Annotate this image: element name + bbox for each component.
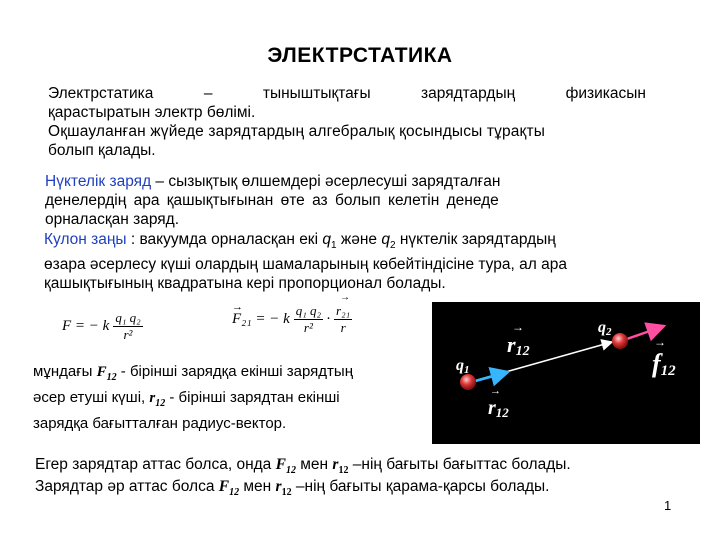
coulomb-diagram bbox=[432, 302, 700, 444]
formula2-fraction-2 bbox=[334, 292, 352, 336]
label-r12-arrow-icon: → bbox=[512, 320, 524, 334]
formula2-den2: r bbox=[340, 320, 346, 335]
formula2-num1: q₁ q₂ bbox=[295, 303, 322, 318]
formula2-fraction-1 bbox=[294, 303, 323, 336]
label-f12-sub: 12 bbox=[660, 363, 676, 379]
svg-text:q1 bbox=[456, 357, 470, 376]
desc-line2 bbox=[33, 388, 413, 414]
label-q1-sub: 1 bbox=[464, 364, 470, 376]
coulomb-formula-scalar bbox=[62, 310, 143, 343]
formula2-dot: · bbox=[326, 311, 332, 327]
formula2-arrow-icon: → bbox=[232, 301, 243, 313]
desc-l1-b: - бірінші зарядқа екінші зарядтың bbox=[116, 363, 353, 380]
bottom-l2-c: –нің бағыты қарама-қарсы болады. bbox=[291, 478, 550, 495]
p2-line2: денелердің ара қашықтығынан өте аз болып келетін денеде bbox=[45, 192, 499, 209]
bottom-l1-f: F bbox=[275, 456, 286, 473]
label-r12-sub: 12 bbox=[515, 344, 530, 359]
p3-line2: өзара әсерлесу күші олардың шамаларының көбейтіндісіне тура, ал ара bbox=[44, 256, 567, 274]
label-f12: f bbox=[652, 349, 661, 378]
bottom-line-1 bbox=[35, 456, 571, 476]
bottom-l1-b: мен bbox=[295, 456, 333, 473]
paragraph-coulomb-law bbox=[44, 230, 654, 293]
bottom-l2-f: F bbox=[218, 478, 230, 495]
svg-text:r12 bbox=[488, 397, 509, 420]
coulomb-diagram-panel bbox=[432, 302, 700, 444]
q2-sub: 2 bbox=[389, 240, 396, 252]
desc-l2-b: - бірінші зарядтан екінші bbox=[165, 389, 340, 406]
p1-word-4: зарядтардың bbox=[421, 85, 516, 102]
charge-q2 bbox=[612, 333, 628, 349]
coulomb-formula-vector bbox=[232, 292, 352, 336]
p1-line3: Оқшауланған жүйеде зарядтардың алгебралық қосындысы тұрақты bbox=[48, 123, 546, 140]
label-f12-arrow-icon: → bbox=[654, 335, 666, 349]
label-q1: q bbox=[456, 357, 464, 374]
desc-line1 bbox=[33, 362, 413, 388]
bottom-line-2 bbox=[35, 478, 550, 498]
desc-l1-a: мұндағы bbox=[33, 363, 97, 380]
p3-line1 bbox=[44, 230, 654, 255]
desc-r12-var: r bbox=[149, 390, 156, 406]
p2-line1-rest: – сызықтық өлшемдері әсерлесуші зарядталған bbox=[151, 173, 501, 190]
formula1-lhs: F = − k bbox=[62, 318, 110, 334]
label-r12: r bbox=[507, 332, 516, 357]
p1-word-1: Электрстатика bbox=[48, 85, 154, 102]
paragraph-point-charge bbox=[45, 172, 635, 229]
p1-line4: болып қалады. bbox=[48, 142, 156, 159]
bottom-l2-rsub: 12 bbox=[281, 487, 292, 499]
p1-word-3: тыныштықтағы bbox=[262, 85, 371, 102]
bottom-l1-r: r bbox=[332, 456, 339, 473]
q1-symbol: q bbox=[322, 231, 331, 248]
bottom-l1-fsub: 12 bbox=[285, 465, 296, 477]
label-r12-unit: r bbox=[488, 397, 496, 419]
formula2-num2: r₂₁ bbox=[336, 303, 351, 318]
formula-description bbox=[33, 362, 413, 434]
label-q2-sub: 2 bbox=[606, 326, 612, 338]
svg-text:q2 bbox=[598, 319, 612, 338]
charge-q1 bbox=[460, 374, 476, 390]
formula1-fraction bbox=[113, 310, 142, 343]
desc-f12-sub: 12 bbox=[106, 372, 117, 383]
q1-sub: 1 bbox=[330, 240, 337, 252]
bottom-l2-fsub: 12 bbox=[229, 487, 240, 499]
unit-vector-arrow bbox=[472, 372, 508, 382]
label-q2: q bbox=[598, 319, 606, 336]
term-point-charge: Нүктелік заряд bbox=[45, 173, 152, 190]
svg-text:r12 bbox=[507, 332, 530, 359]
formula2-lhs-text: F₂₁ = − k bbox=[232, 311, 290, 327]
bottom-l1-a: Егер зарядтар аттас болса, онда bbox=[35, 456, 276, 473]
page-number: 1 bbox=[664, 498, 672, 513]
p3-line3: қашықтығының квадратына кері пропорционал болады. bbox=[44, 275, 446, 293]
page-title: ЭЛЕКТРСТАТИКА bbox=[267, 44, 453, 67]
desc-r12-sub: 12 bbox=[155, 398, 166, 409]
term-coulomb-law: Кулон заңы bbox=[44, 231, 127, 248]
desc-line3: зарядқа бағытталған радиус-вектор. bbox=[33, 415, 287, 432]
q2-symbol: q bbox=[381, 231, 390, 248]
desc-f12-var: F bbox=[96, 364, 107, 380]
bottom-l1-rsub: 12 bbox=[338, 465, 349, 477]
bottom-l2-a: Зарядтар әр аттас болса bbox=[35, 478, 219, 495]
formula2-den1: r² bbox=[303, 320, 313, 335]
paragraph-electrostatics-definition bbox=[48, 84, 646, 160]
bottom-l2-b: мен bbox=[239, 478, 276, 495]
svg-text:f12 bbox=[652, 349, 676, 379]
p2-line1 bbox=[45, 172, 635, 191]
formula1-num: q₁ q₂ bbox=[115, 310, 141, 325]
label-r12-unit-arrow-icon: → bbox=[490, 385, 501, 397]
formula2-lhs bbox=[232, 301, 290, 328]
p2-line3: орналасқан заряд. bbox=[45, 211, 180, 228]
and-word: және bbox=[336, 231, 382, 248]
p1-word-5: физикасын bbox=[565, 85, 646, 102]
p3-line1-b: нүктелік зарядтардың bbox=[395, 231, 556, 248]
desc-l2-a: әсер етуші күші, bbox=[33, 389, 150, 406]
bottom-l1-c: –нің бағыты бағыттас болады. bbox=[348, 456, 571, 473]
formula2-arrow2-icon: → bbox=[340, 292, 351, 303]
p1-word-2: – bbox=[203, 85, 213, 102]
p1-line2: қарастыратын электр бөлімі. bbox=[48, 104, 256, 121]
formula1-den: r² bbox=[123, 327, 133, 342]
bottom-l2-r: r bbox=[275, 478, 282, 495]
p3-line1-a: : вакуумда орналасқан екі bbox=[126, 231, 323, 248]
label-r12-unit-sub: 12 bbox=[495, 405, 509, 420]
p1-line1 bbox=[48, 84, 646, 103]
